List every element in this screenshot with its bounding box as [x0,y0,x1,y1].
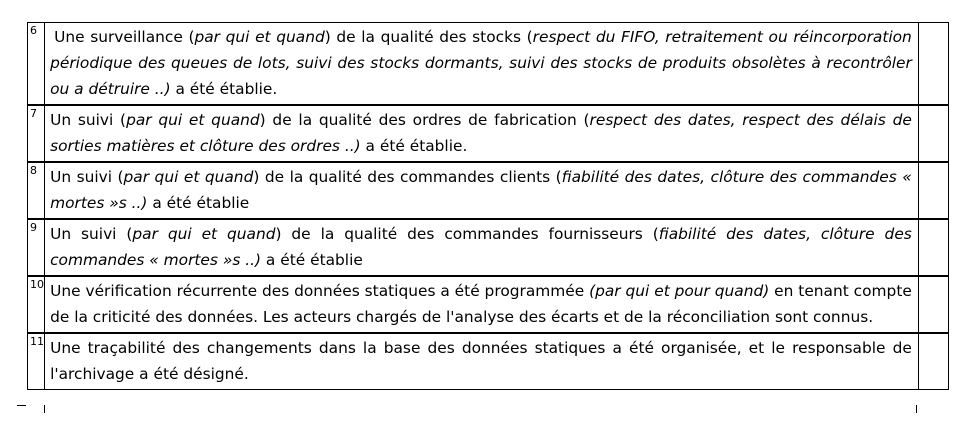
table-edge-line [916,405,917,413]
row-text [45,23,919,106]
text-segment: Un suivi ( [50,225,133,243]
row-number: 10 [28,276,45,333]
check-cell[interactable] [918,276,948,333]
row-number: 6 [28,23,45,106]
check-cell[interactable] [918,105,948,162]
text-segment: a été établie [261,251,363,269]
checklist-table [27,22,949,390]
text-segment-italic: (par qui et pour quand) [589,282,770,300]
check-cell[interactable] [918,162,948,219]
row-number: 7 [28,105,45,162]
check-cell[interactable] [918,219,948,276]
text-segment-italic: respect des dates, respect des délais de sorties matières et clôture des ordres ..) [50,111,912,155]
text-segment-italic: par qui et quand [123,168,254,186]
row-text [45,105,919,162]
text-segment: ) de la qualité des stocks ( [324,28,533,46]
text-segment: a été établie [147,194,250,212]
text-segment-italic: par qui et quand [194,28,325,46]
row-number: 11 [28,333,45,390]
table-row [28,105,949,162]
row-text [45,219,919,276]
text-segment-italic: fiabilité des dates, clôture des commandes « mortes »s ..) [50,225,912,269]
text-segment: Un suivi ( [50,111,127,129]
text-segment: Une traçabilité des changements dans la base des données statiques a été organisée, et le responsable de l'archivage a été désigné. [50,339,912,383]
row-text [45,276,919,333]
table-row [28,333,949,390]
table-edge-line [17,405,26,406]
text-segment-italic: fiabilité des dates, clôture des commandes « mortes »s ..) [50,168,912,212]
text-segment: en tenant compte de la criticité des données. Les acteurs chargés de l'analyse des écarts et de la réconciliation sont connus. [50,282,912,326]
text-segment: ) de la qualité des commandes clients ( [253,168,562,186]
row-text [45,333,919,390]
row-number: 9 [28,219,45,276]
table-row [28,162,949,219]
text-segment-italic: par qui et quand [132,225,276,243]
text-segment: a été établie. [360,137,468,155]
text-segment-italic: par qui et quand [126,111,260,129]
text-segment-italic: respect du FIFO, retraitement ou réincorporation périodique des queues de lots, suivi des stocks dormants, suivi des stocks de produits obsolètes à recontrôler ou a détruire ..) [50,28,912,98]
row-number: 8 [28,162,45,219]
check-cell[interactable] [918,333,948,390]
table-row [28,276,949,333]
text-segment: Un suivi ( [50,168,124,186]
text-segment: ) de la qualité des commandes fournisseurs ( [275,225,659,243]
text-segment: a été établie. [170,80,278,98]
table-edge-line [44,405,45,413]
text-segment: Une vérification récurrente des données statiques a été programmée [50,282,590,300]
table-row [28,219,949,276]
row-text [45,162,919,219]
table-row [28,23,949,106]
text-segment: Une surveillance ( [54,28,195,46]
check-cell[interactable] [918,23,948,106]
text-segment: ) de la qualité des ordres de fabrication ( [259,111,590,129]
